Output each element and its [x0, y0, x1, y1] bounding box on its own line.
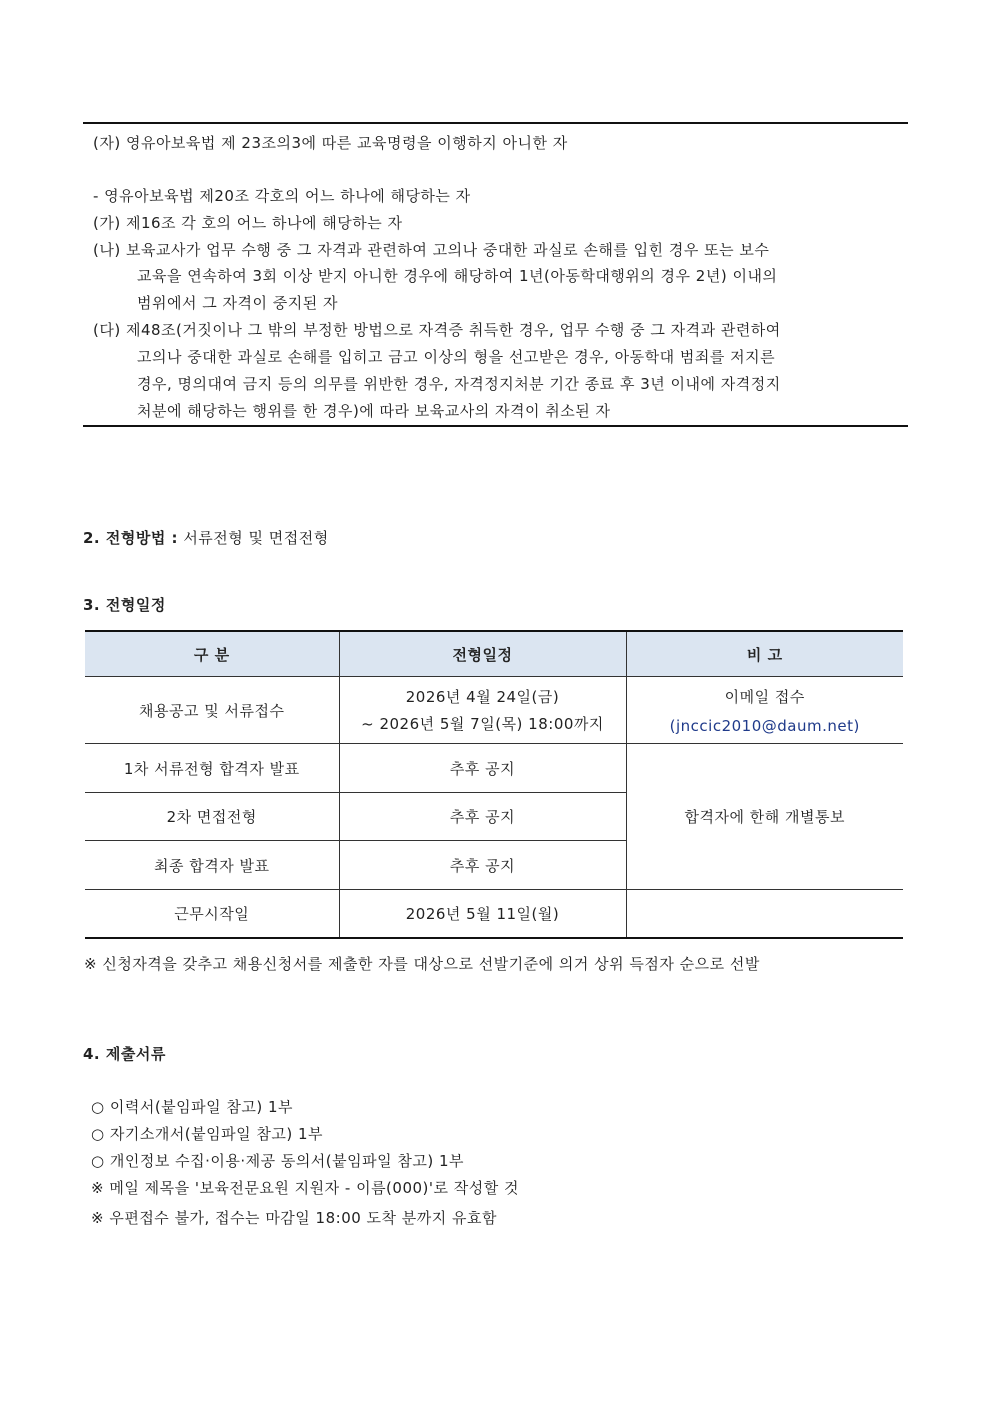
clause-dash: - 영유아보육법 제20조 각호의 어느 하나에 해당하는 자 — [93, 187, 471, 205]
row1-schedule-start: 2026년 4월 24일(금) — [405, 688, 560, 706]
row5-category: 근무시작일 — [85, 890, 339, 938]
selection-note: ※ 신청자격을 갖추고 채용신청서를 제출한 자를 대상으로 선발기준에 의거 상위 득점자 순으로 선발 — [84, 955, 760, 973]
section2-text: 서류전형 및 면접전형 — [178, 529, 329, 547]
document-note: ※ 메일 제목을 '보육전문요원 지원자 - 이름(000)'로 작성할 것 — [91, 1179, 519, 1197]
row5-schedule: 2026년 5월 11일(월) — [339, 890, 626, 938]
table-header-row — [85, 631, 903, 677]
row1-remarks-method: 이메일 접수 — [724, 687, 805, 706]
clause-na-line1: (나) 보육교사가 업무 수행 중 그 자격과 관련하여 고의나 중대한 과실로 손해를 입힌 경우 또는 보수 — [93, 241, 770, 259]
document-item: ○ 자기소개서(붙임파일 참고) 1부 — [91, 1125, 324, 1143]
header-schedule: 전형일정 — [339, 631, 626, 677]
merged-remarks: 합격자에 한해 개별통보 — [626, 744, 903, 890]
clause-ga: (가) 제16조 각 호의 어느 하나에 해당하는 자 — [93, 214, 403, 232]
clause-ja: (자) 영유아보육법 제 23조의3에 따른 교육명령을 이행하지 아니한 자 — [93, 134, 568, 152]
clause-na-line3: 범위에서 그 자격이 중지된 자 — [137, 294, 338, 312]
document-note: ※ 우편접수 불가, 접수는 마감일 18:00 도착 분까지 유효함 — [91, 1209, 498, 1227]
row4-category: 최종 합격자 발표 — [85, 841, 339, 890]
row1-remarks-email[interactable]: (jnccic2010@daum.net) — [669, 716, 860, 735]
header-category: 구 분 — [85, 631, 339, 677]
schedule-table — [85, 630, 903, 939]
row2-schedule: 추후 공지 — [339, 744, 626, 793]
section2-heading — [83, 527, 329, 548]
clause-da-line4: 처분에 해당하는 행위를 한 경우)에 따라 보육교사의 자격이 취소된 자 — [137, 402, 611, 420]
row5-remarks — [626, 890, 903, 938]
row1-remarks — [626, 677, 903, 744]
clause-na-line2: 교육을 연속하여 3회 이상 받지 아니한 경우에 해당하여 1년(아동학대행위의 경우 2년) 이내의 — [137, 267, 778, 285]
row3-category: 2차 면접전형 — [85, 793, 339, 841]
row2-category: 1차 서류전형 합격자 발표 — [85, 744, 339, 793]
row3-schedule: 추후 공지 — [339, 793, 626, 841]
row1-schedule-end: ~ 2026년 5월 7일(목) 18:00까지 — [361, 715, 604, 733]
section3-heading: 3. 전형일정 — [83, 596, 166, 614]
table-row — [85, 744, 903, 793]
section4-heading: 4. 제출서류 — [83, 1045, 166, 1063]
document-item: ○ 개인정보 수집·이용·제공 동의서(붙임파일 참고) 1부 — [91, 1152, 465, 1170]
header-remarks: 비 고 — [626, 631, 903, 677]
table-row — [85, 890, 903, 938]
table-row — [85, 677, 903, 744]
clause-da-line2: 고의나 중대한 과실로 손해를 입히고 금고 이상의 형을 선고받은 경우, 아동학대 범죄를 저지른 — [137, 348, 776, 366]
clause-da-line1: (다) 제48조(거짓이나 그 밖의 부정한 방법으로 자격증 취득한 경우, 업무 수행 중 그 자격과 관련하여 — [93, 321, 781, 339]
document-item: ○ 이력서(붙임파일 참고) 1부 — [91, 1098, 294, 1116]
clause-da-line3: 경우, 명의대여 금지 등의 의무를 위반한 경우, 자격정지처분 기간 종료 후 3년 이내에 자격정지 — [137, 375, 781, 393]
row1-schedule — [339, 677, 626, 744]
row1-category: 채용공고 및 서류접수 — [85, 677, 339, 744]
section2-title: 2. 전형방법 : — [83, 529, 179, 547]
row4-schedule: 추후 공지 — [339, 841, 626, 890]
